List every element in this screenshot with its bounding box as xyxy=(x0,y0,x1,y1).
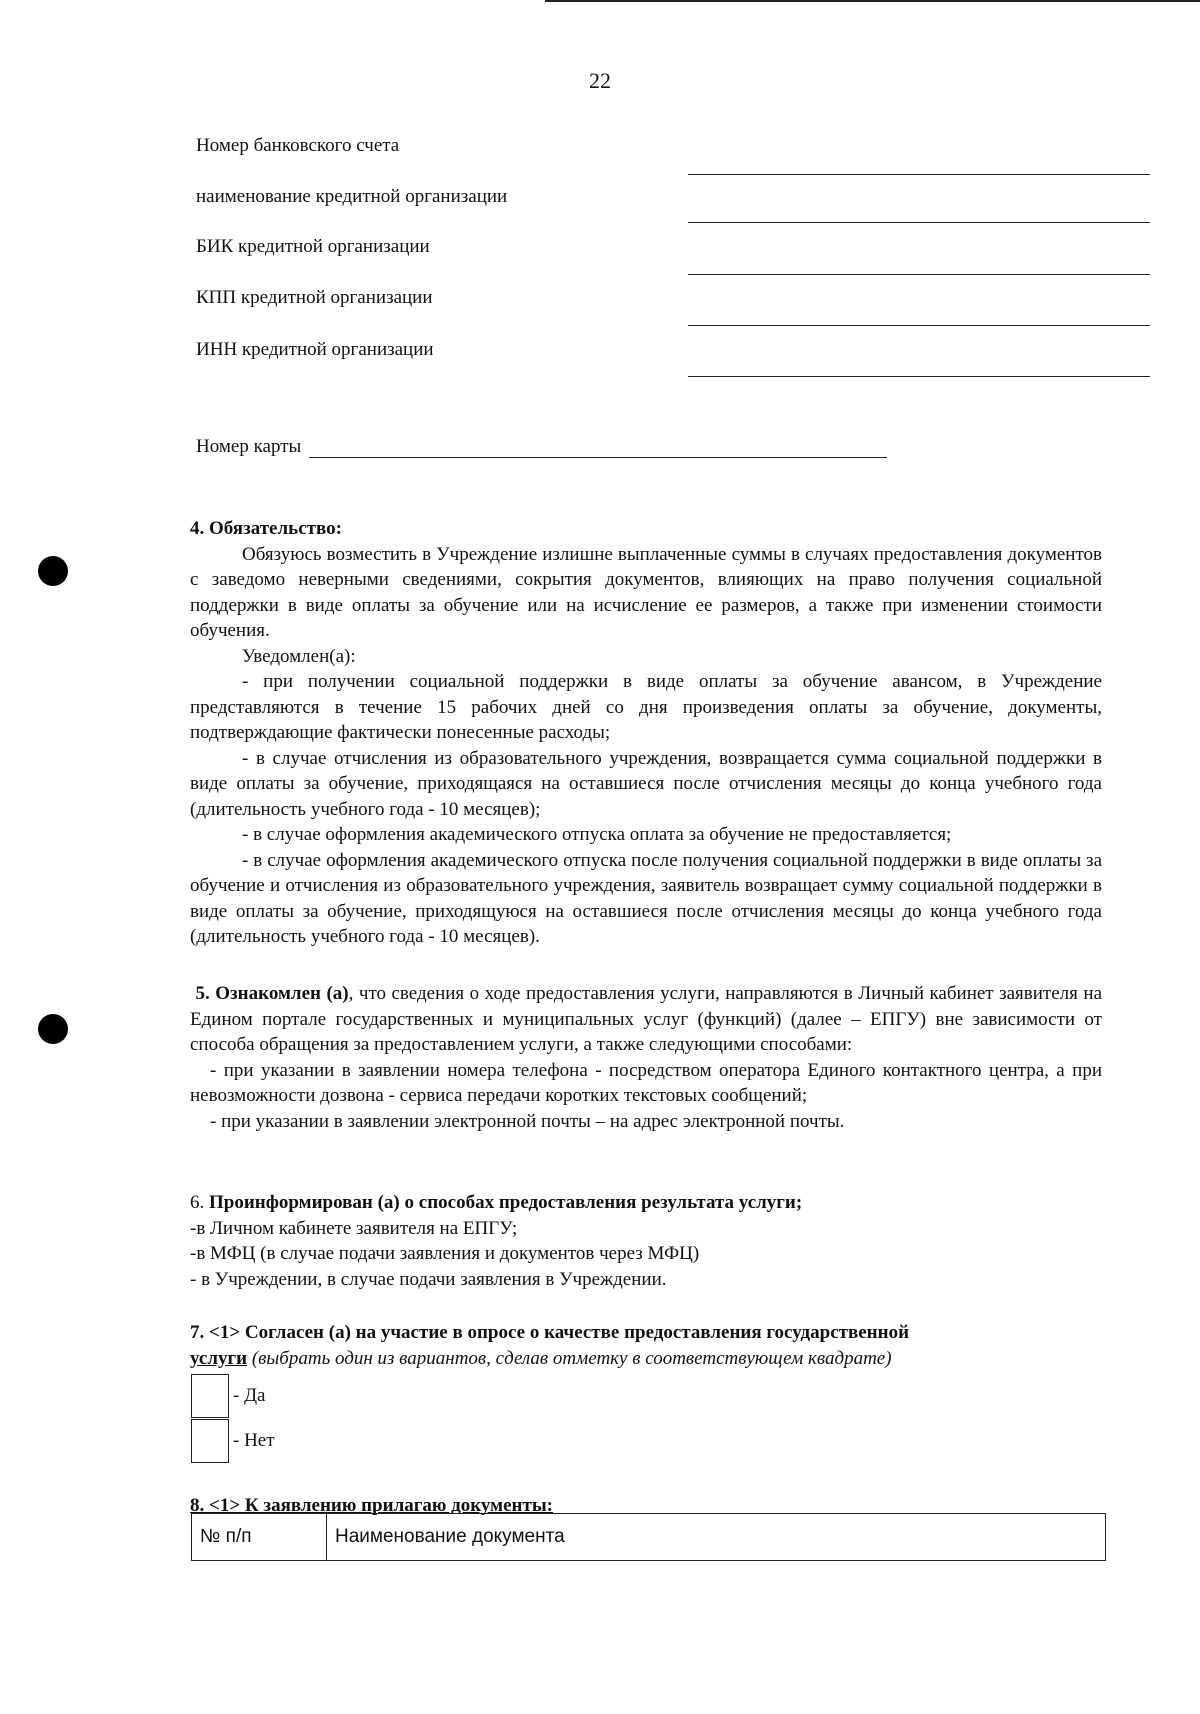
page-number: 22 xyxy=(589,68,611,93)
bik-label: БИК кредитной организации xyxy=(196,236,430,257)
inn-field[interactable] xyxy=(688,376,1150,377)
section-5-item: - при указании в заявлении номера телефона - посредством оператора Единого контактного центра, а при невозможности дозвона - сервиса передачи коротких текстовых сообщений; xyxy=(190,1059,1102,1106)
no-label: - Нет xyxy=(233,1430,275,1451)
section-4-obligation xyxy=(190,516,1102,950)
documents-table xyxy=(191,1513,1106,1561)
yes-checkbox[interactable] xyxy=(191,1374,229,1418)
card-number-row xyxy=(196,436,887,458)
binder-hole-mark xyxy=(38,1014,68,1044)
section-5-title: 5. Ознакомлен (а) xyxy=(195,983,349,1004)
bank-account-field[interactable] xyxy=(688,174,1150,175)
section-6-informed xyxy=(190,1190,1102,1292)
notified-label: Уведомлен(а): xyxy=(242,645,356,667)
section-4-item: - в случае оформления академического отпуска после получения социальной поддержки в виде оплаты за обучение и отчисления из образовательного учреждения, заявитель возвращает сумму социальной поддержки в виде оплаты за обучение, приходящуюся на оставшиеся после отчисления месяцы до конца учебного года (длительность учебного года - 10 месяцев). xyxy=(190,849,1102,947)
section-5-acknowledged xyxy=(190,981,1102,1134)
section-6-item: -в Личном кабинете заявителя на ЕПГУ; xyxy=(190,1217,518,1239)
section-8-title: 8. <1> К заявлению прилагаю документы: xyxy=(190,1495,553,1516)
option-yes[interactable] xyxy=(191,1374,265,1418)
section-6-number: 6. xyxy=(190,1192,209,1213)
no-checkbox[interactable] xyxy=(191,1419,229,1463)
card-number-label: Номер карты xyxy=(196,436,302,457)
section-4-title: 4. Обязательство: xyxy=(190,518,342,539)
bank-name-label: наименование кредитной организации xyxy=(196,186,508,207)
section-4-item: - в случае оформления академического отпуска оплата за обучение не предоставляется; xyxy=(242,824,952,845)
section-4-item: - в случае отчисления из образовательного учреждения, возвращается сумма социальной поддержки в виде оплаты за обучение, приходящаяся на оставшиеся после отчисления месяцы до конца учебного года (длительность учебного года - 10 месяцев); xyxy=(190,747,1102,820)
section-4-paragraph: Обязуюсь возместить в Учреждение излишне выплаченные суммы в случаях предоставления документов с заведомо неверными сведениями, сокрытия документов, влияющих на право получения социальной поддержки в виде оплаты за обучение или на исчисление ее размеров, а также при изменении стоимости обучения. xyxy=(190,543,1102,641)
bank-name-field[interactable] xyxy=(688,222,1150,223)
section-6-item: -в МФЦ (в случае подачи заявления и документов через МФЦ) xyxy=(190,1243,700,1264)
top-border-line xyxy=(545,0,1200,2)
section-7-title-cont: услуги xyxy=(190,1347,248,1369)
section-5-item: - при указании в заявлении электронной почты – на адрес электронной почты. xyxy=(210,1110,845,1132)
section-5-text: , что сведения о ходе предоставления услуги, направляются в Личный кабинет заявителя на Едином портале государственных и муниципальных услуг (функций) (далее – ЕПГУ) вне зависимости от способа обращения за предоставлением услуги, а также следующими способами: xyxy=(190,983,1102,1055)
binder-hole-mark xyxy=(38,556,68,586)
option-no[interactable] xyxy=(191,1419,275,1463)
card-number-field[interactable] xyxy=(309,437,887,458)
kpp-label: КПП кредитной организации xyxy=(196,287,433,308)
col-document-name-header: Наименование документа xyxy=(327,1514,1106,1561)
section-7-survey-consent xyxy=(190,1320,1102,1371)
inn-label: ИНН кредитной организации xyxy=(196,339,434,360)
yes-label: - Да xyxy=(233,1385,266,1406)
bank-account-label: Номер банковского счета xyxy=(196,135,400,156)
col-number-header: № п/п xyxy=(192,1514,327,1561)
section-6-title: Проинформирован (а) о способах предоставления результата услуги; xyxy=(209,1192,803,1213)
section-7-hint: (выбрать один из вариантов, сделав отметку в соответствующем квадрате) xyxy=(247,1347,892,1369)
section-6-item: - в Учреждении, в случае подачи заявления в Учреждении. xyxy=(190,1268,667,1290)
bik-field[interactable] xyxy=(688,274,1150,275)
table-header-row xyxy=(192,1514,1106,1561)
section-7-title: 7. <1> Согласен (а) на участие в опросе о качестве предоставления государственной xyxy=(190,1322,910,1343)
section-4-item: - при получении социальной поддержки в виде оплаты за обучение авансом, в Учреждение представляются в течение 15 рабочих дней со дня произведения оплаты за обучение, документы, подтверждающие фактически понесенные расходы; xyxy=(190,671,1102,743)
kpp-field[interactable] xyxy=(688,325,1150,326)
